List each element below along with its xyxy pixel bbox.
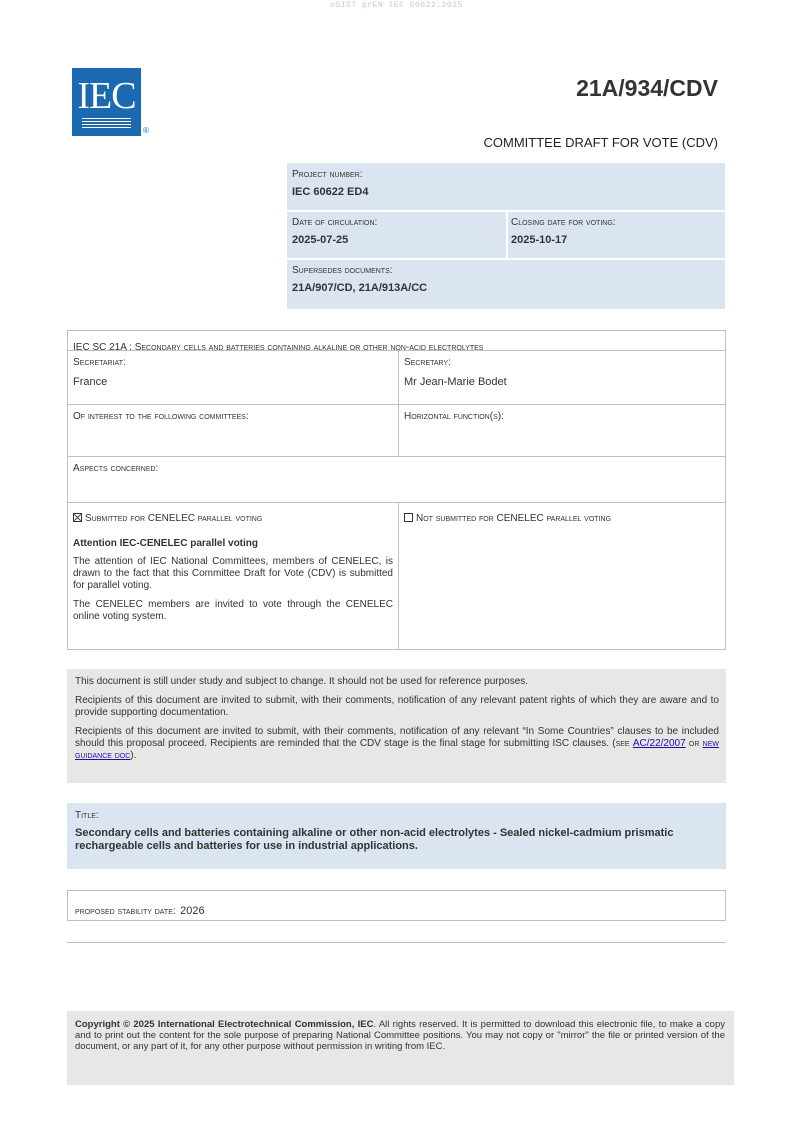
aspects-concerned-label: Aspects concerned:	[73, 463, 159, 474]
document-type: COMMITTEE DRAFT FOR VOTE (CDV)	[483, 135, 718, 150]
stability-value: 2026	[180, 905, 205, 917]
copyright-text: Copyright © 2025 International Electrotechnical Commission, IEC. All rights reserved. It is permitted to download this electronic file, to make a copy and to print out the content for the sole purpose of preparing National Committee positions. You may not copy or "mirror" the file or printed version of the document, or any part of it, for any other purpose without permission in writing from IEC.	[75, 1019, 725, 1052]
committee-name: Secondary cells and batteries containing alkaline or other non-acid electrolytes	[134, 342, 484, 353]
iec-logo	[72, 68, 141, 136]
attention-heading: Attention IEC-CENELEC parallel voting	[73, 538, 259, 549]
not-submitted-label: Not submitted for CENELEC parallel voting	[416, 513, 612, 524]
notice-paragraph-1: This document is still under study and subject to change. It should not be used for reference purposes.	[75, 676, 529, 687]
circulation-date-value: 2025-07-25	[292, 234, 349, 246]
watermark: oSIST prEN IEC 60622:2025	[330, 1, 463, 10]
secretary-label: Secretary:	[404, 357, 451, 368]
secretariat-value: France	[73, 376, 108, 388]
notice-paragraph-2: Recipients of this document are invited to submit, with their comments, notification of any relevant patent rights of which they are aware and to provide supporting documentation.	[75, 695, 719, 718]
title-label: Title:	[75, 810, 99, 821]
closing-date-label: Closing date for voting:	[511, 217, 616, 228]
secretariat-label: Secretariat:	[73, 357, 126, 368]
submitted-label: Submitted for CENELEC parallel voting	[85, 513, 263, 524]
committee-code: IEC SC 21A :	[73, 342, 135, 353]
secretary-value: Mr Jean-Marie Bodet	[404, 376, 507, 388]
divider	[67, 942, 726, 943]
interest-committees-label: Of interest to the following committees:	[73, 411, 249, 422]
logo-text: IEC	[77, 75, 136, 117]
attention-paragraph-1: The attention of IEC National Committees, members of CENELEC, is drawn to the fact that this Committee Draft for Vote (CDV) is submitted for parallel voting.	[73, 556, 393, 591]
supersedes-value: 21A/907/CD, 21A/913A/CC	[292, 282, 428, 294]
document-reference: 21A/934/CDV	[576, 75, 718, 101]
project-number-label: Project number:	[292, 169, 363, 180]
submitted-checkbox[interactable]	[73, 513, 82, 522]
supersedes-label: Supersedes documents:	[292, 265, 393, 276]
not-submitted-checkbox[interactable]	[404, 513, 413, 522]
notice-paragraph-3: Recipients of this document are invited to submit, with their comments, notification of any relevant “In Some Countries” clauses to be included should this proposal proceed. Recipients are reminded that the CDV stage is the final stage for submitting ISC clauses. (see AC/22/2007 or new guidance doc).	[75, 726, 719, 761]
title-value: Secondary cells and batteries containing alkaline or other non-acid electrolytes - Sealed nickel-cadmium prismatic rechargeable cells and batteries for use in industrial applications.	[75, 827, 674, 852]
new-guidance-doc-link[interactable]: new guidance doc	[75, 738, 719, 761]
registered-mark: ®	[143, 126, 149, 135]
circulation-date-label: Date of circulation:	[292, 217, 378, 228]
horizontal-functions-label: Horizontal function(s):	[404, 411, 504, 422]
ac-22-2007-link[interactable]: AC/22/2007	[632, 738, 686, 749]
project-number-value: IEC 60622 ED4	[292, 186, 369, 198]
stability-label: proposed stability date:	[75, 906, 176, 917]
closing-date-value: 2025-10-17	[511, 234, 568, 246]
attention-paragraph-2: The CENELEC members are invited to vote through the CENELEC online voting system.	[73, 599, 393, 622]
